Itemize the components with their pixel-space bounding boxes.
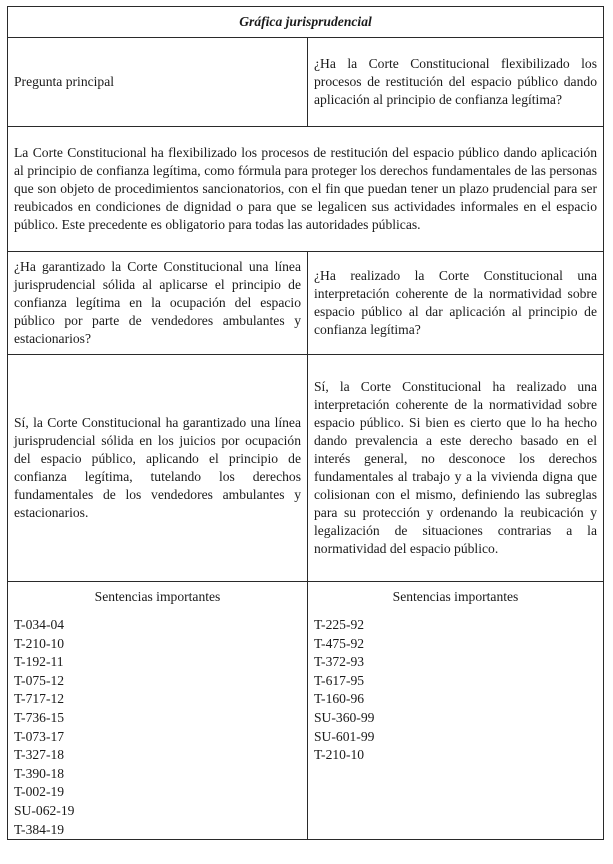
sub-answers-row	[8, 355, 604, 582]
sentence-item: T-075-12	[14, 672, 65, 688]
left-sentences-list	[8, 616, 307, 839]
main-question-row	[8, 38, 604, 127]
left-answer: Sí, la Corte Constitucional ha garantizado una línea jurisprudencial sólida en los juicios por ocupación del espacio público, aplicando el principio de confianza legítima, tutelando los derechos fundamentales de los vendedores ambulantes y estacionarios.	[8, 355, 308, 582]
title-row	[8, 7, 604, 38]
sentence-item: T-475-92	[314, 635, 365, 651]
sentence-item: T-002-19	[14, 784, 65, 800]
sentence-item: T-384-19	[14, 821, 65, 837]
left-sentences-cell	[8, 582, 308, 840]
right-question: ¿Ha realizado la Corte Constitucional una interpretación coherente de la normatividad sobre espacio público al dar aplicación al principio de confianza legítima?	[308, 252, 604, 355]
sentence-item: SU-062-19	[14, 802, 75, 818]
main-question-label: Pregunta principal	[8, 38, 308, 127]
sentence-item: T-210-10	[314, 747, 365, 763]
sentence-item: T-034-04	[14, 617, 65, 632]
sentence-item: SU-601-99	[314, 728, 375, 744]
sentence-item: T-073-17	[14, 728, 65, 744]
sentence-item: T-372-93	[314, 654, 365, 670]
right-sentences-list	[308, 616, 603, 765]
table-title: Gráfica jurisprudencial	[8, 7, 604, 38]
sentence-item: SU-360-99	[314, 709, 375, 725]
sub-questions-row	[8, 252, 604, 355]
sentence-item: T-717-12	[14, 691, 65, 707]
sentence-item: T-390-18	[14, 765, 65, 781]
sentence-item: T-192-11	[14, 654, 64, 670]
right-sentences-cell	[308, 582, 604, 840]
left-sentences-header: Sentencias importantes	[94, 589, 221, 604]
right-answer: Sí, la Corte Constitucional ha realizado una interpretación coherente de la normatividad sobre espacio público. Si bien es cierto que lo ha hecho dando prevalencia a este derecho basado en el interés general, no desconoce los derechos fundamentales al trabajo y a la vivienda digna que colisionan con el mismo, definiendo las subreglas para su protección y ordenando la reubicación y legalización de situaciones contrarias a la normatividad del espacio público.	[308, 355, 604, 582]
sentence-item: T-617-95	[314, 672, 365, 688]
sentence-item: T-160-96	[314, 691, 365, 707]
main-answer: La Corte Constitucional ha flexibilizado los procesos de restitución del espacio público dando aplicación al principio de confianza legítima, como fórmula para proteger los derechos fundamentales de las personas que son objeto de procedimientos sancionatorios, con el fin que puedan tener un plazo prudencial para ser reubicados en condiciones de dignidad o para que se legalicen sus actividades informales en el espacio público. Este precedente es obligatorio para todas las autoridades públicas.	[8, 127, 604, 252]
sentence-item: T-210-10	[14, 635, 65, 651]
main-answer-row	[8, 127, 604, 252]
sentence-item: T-225-92	[314, 617, 365, 632]
main-question: ¿Ha la Corte Constitucional flexibilizado los procesos de restitución del espacio público dando aplicación al principio de confianza legítima?	[308, 38, 604, 127]
right-sentences-header: Sentencias importantes	[392, 589, 519, 604]
sentences-row	[8, 582, 604, 840]
sentence-item: T-736-15	[14, 709, 65, 725]
left-question: ¿Ha garantizado la Corte Constitucional una línea jurisprudencial sólida al aplicarse el principio de confianza legítima en la ocupación del espacio público por parte de vendedores ambulantes y estacionarios?	[8, 252, 308, 355]
jurisprudential-table	[7, 6, 604, 840]
sentence-item: T-327-18	[14, 747, 65, 763]
jurisprudential-chart	[7, 6, 603, 858]
